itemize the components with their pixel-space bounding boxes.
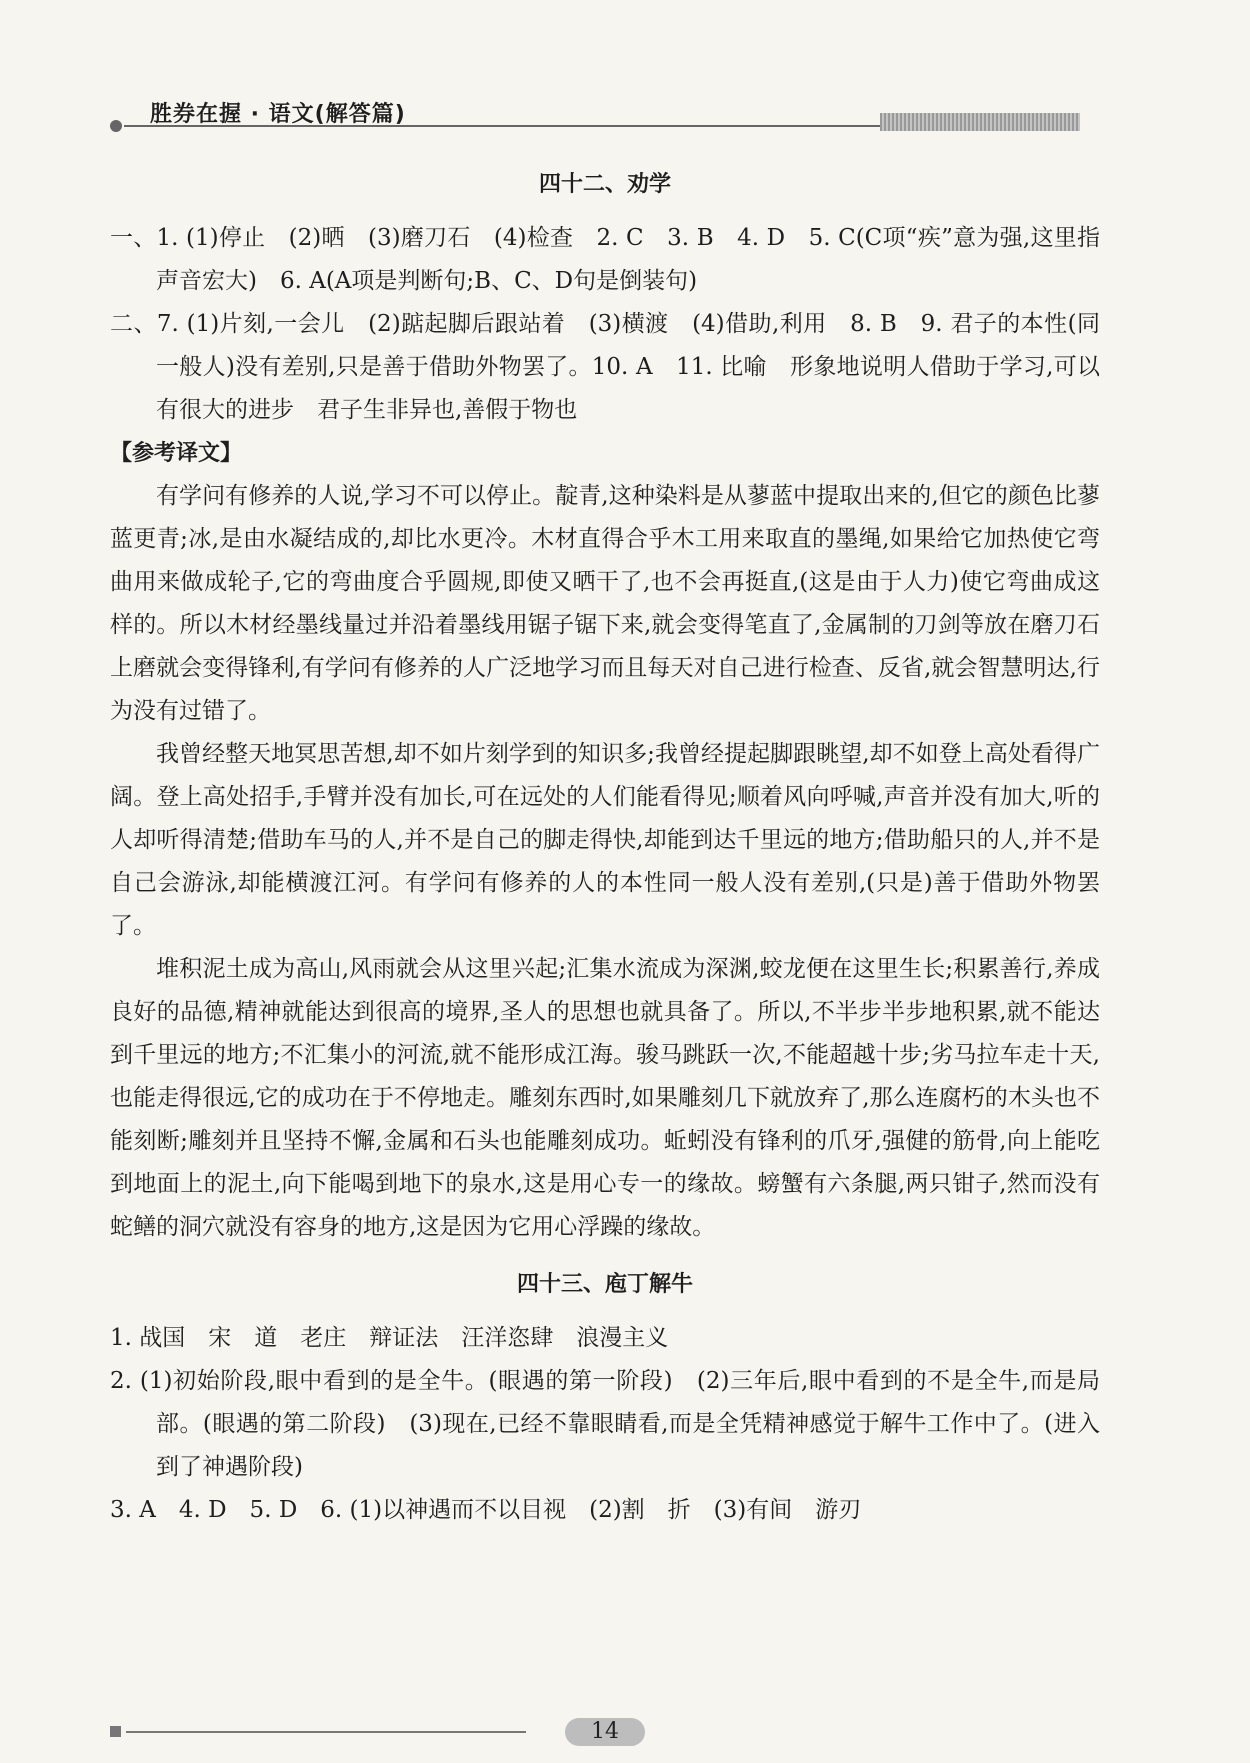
- page-header: [110, 95, 1100, 135]
- answer-block: 1. 战国 宋 道 老庄 辩证法 汪洋恣肆 浪漫主义: [110, 1325, 669, 1351]
- footer-square-icon: [110, 1726, 121, 1737]
- answer-block: 2. (1)初始阶段,眼中看到的是全牛。(眼遇的第一阶段) (2)三年后,眼中看到的不是全牛,而是局部。(眼遇的第二阶段) (3)现在,已经不靠眼睛看,而是全凭精神感觉于解牛工作中了。(进入到了神遇阶段): [110, 1368, 1100, 1480]
- header-title: 胜券在握 · 语文(解答篇): [150, 102, 406, 127]
- translation-paragraph: 我曾经整天地冥思苦想,却不如片刻学到的知识多;我曾经提起脚跟眺望,却不如登上高处看得广阔。登上高处招手,手臂并没有加长,可在远处的人们能看得见;顺着风向呼喊,声音并没有加大,听的人却听得清楚;借助车马的人,并不是自己的脚走得快,却能到达千里远的地方;借助船只的人,并不是自己会游泳,却能横渡江河。有学问有修养的人的本性同一般人没有差别,(只是)善于借助外物罢了。: [110, 741, 1100, 939]
- translation-label: 【参考译文】: [110, 441, 243, 466]
- answer-block: 3. A 4. D 5. D 6. (1)以神遇而不以目视 (2)割 折 (3)有间 游刃: [110, 1497, 862, 1523]
- answer-block: 二、7. (1)片刻,一会儿 (2)踮起脚后跟站着 (3)横渡 (4)借助,利用 8. B 9. 君子的本性(同一般人)没有差别,只是善于借助外物罢了。10. A 11. 比喻 形象地说明人借助于学习,可以有很大的进步 君子生非异也,善假于物也: [110, 311, 1100, 423]
- translation-paragraph: 有学问有修养的人说,学习不可以停止。靛青,这种染料是从蓼蓝中提取出来的,但它的颜色比蓼蓝更青;冰,是由水凝结成的,却比水更冷。木材直得合乎木工用来取直的墨绳,如果给它加热使它弯曲用来做成轮子,它的弯曲度合乎圆规,即使又晒干了,也不会再挺直,(这是由于人力)使它弯曲成这样的。所以木材经墨线量过并沿着墨线用锯子锯下来,就会变得笔直了,金属制的刀剑等放在磨刀石上磨就会变得锋利,有学问有修养的人广泛地学习而且每天对自己进行检查、反省,就会智慧明达,行为没有过错了。: [110, 483, 1100, 724]
- page-number: 14: [565, 1718, 645, 1746]
- header-bullet-icon: [110, 120, 122, 132]
- answer-block: 一、1. (1)停止 (2)晒 (3)磨刀石 (4)检查 2. C 3. B 4. D 5. C(C项“疾”意为强,这里指声音宏大) 6. A(A项是判断句;B、C、D句是倒装句): [110, 225, 1100, 294]
- page-content: [110, 165, 1100, 1532]
- footer-rule: [126, 1731, 526, 1733]
- section-title: 四十二、劝学: [538, 172, 671, 197]
- header-decorative-band: [880, 113, 1080, 131]
- translation-paragraph: 堆积泥土成为高山,风雨就会从这里兴起;汇集水流成为深渊,蛟龙便在这里生长;积累善行,养成良好的品德,精神就能达到很高的境界,圣人的思想也就具备了。所以,不半步半步地积累,就不能达到千里远的地方;不汇集小的河流,就不能形成江海。骏马跳跃一次,不能超越十步;劣马拉车走十天,也能走得很远,它的成功在于不停地走。雕刻东西时,如果雕刻几下就放弃了,那么连腐朽的木头也不能刻断;雕刻并且坚持不懈,金属和石头也能雕刻成功。蚯蚓没有锋利的爪牙,强健的筋骨,向上能吃到地面上的泥土,向下能喝到地下的泉水,这是用心专一的缘故。螃蟹有六条腿,两只钳子,然而没有蛇鳝的洞穴就没有容身的地方,这是因为它用心浮躁的缘故。: [110, 956, 1100, 1240]
- page-footer: [110, 1718, 1100, 1758]
- section-title: 四十三、庖丁解牛: [516, 1272, 693, 1297]
